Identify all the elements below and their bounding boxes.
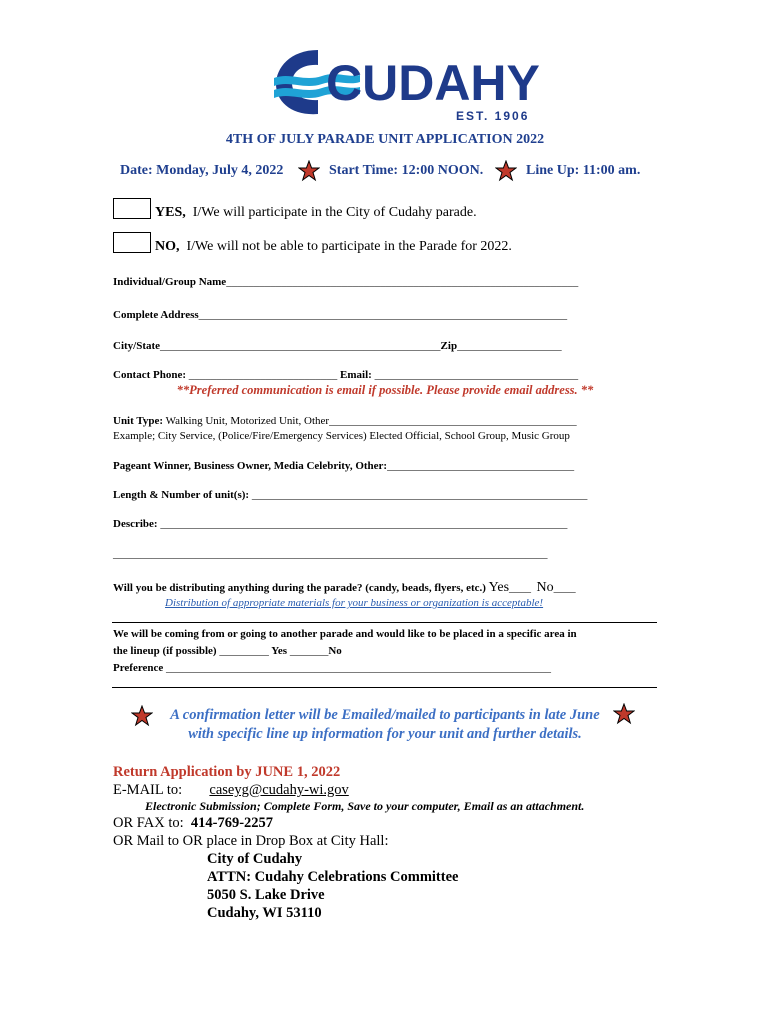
star-icon [613,703,635,725]
address-label: Complete Address [113,309,199,321]
yes-option [155,205,477,221]
logo-established: EST. 1906 [456,109,530,123]
group-name-field[interactable]: Individual/Group Name________________________________________________________________ [113,276,579,288]
section-divider [112,622,657,623]
describe-line-2[interactable]: _______________________________________________________________________________ [113,548,548,560]
no-checkbox[interactable] [113,232,151,253]
event-date: Date: Monday, July 4, 2022 [120,163,284,178]
event-start-time: Start Time: 12:00 NOON. [329,163,484,178]
length-field[interactable]: Length & Number of unit(s): _____________________________________________________________ [113,489,588,501]
preference-label: Preference [113,662,164,674]
page-title: 4TH OF JULY PARADE UNIT APPLICATION 2022 [225,132,545,147]
event-lineup-time: Line Up: 11:00 am. [526,163,641,178]
unit-type-example: Example; City Service, (Police/Fire/Emergency Services) Elected Official, School Group, Music Group [113,430,570,442]
fax-line [113,815,273,832]
unit-type-field[interactable]: Unit Type: Walking Unit, Motorized Unit, Other_____________________________________________ [113,415,577,427]
length-label: Length & Number of unit(s): [113,489,250,501]
fax-label: OR FAX to: [113,815,184,831]
no-option [155,239,512,255]
logo-wordmark: CUDAHY [326,55,540,111]
confirmation-line-1: A confirmation letter will be Emailed/mailed to participants in late June [170,707,600,723]
pageant-field[interactable]: Pageant Winner, Business Owner, Media Celebrity, Other:__________________________________ [113,460,575,472]
another-parade-line-2[interactable]: the lineup (if possible) _________ Yes _______No [113,645,342,657]
distribution-note: Distribution of appropriate materials for your business or organization is acceptable! [165,597,544,609]
phone-label: Contact Phone: [113,369,187,381]
preferred-communication-note: **Preferred communication is email if possible. Please provide email address. ** [176,383,594,397]
describe-label: Describe: [113,518,158,530]
distribution-yes-blank[interactable]: ____ [509,582,532,594]
cudahy-logo-graphic [270,38,560,128]
address-line-4: Cudahy, WI 53110 [207,905,322,921]
yes-label: YES, [155,205,186,220]
address-line-3: 5050 S. Lake Drive [207,887,325,903]
email-to-label: E-MAIL to: [113,782,183,798]
yes-text: I/We will participate in the City of Cudahy parade. [192,205,477,220]
distribution-yes-label: Yes [488,580,510,595]
describe-field[interactable]: Describe: __________________________________________________________________________ [113,518,568,530]
lineup-yes-label: Yes [271,645,288,657]
lineup-question: the lineup (if possible) [113,645,217,657]
mail-line: OR Mail to OR place in Drop Box at City Hall: [113,833,389,849]
section-divider [112,687,657,688]
email-line [113,782,349,799]
return-email-link[interactable]: caseyg@cudahy-wi.gov [209,782,349,798]
confirmation-line-2: with specific line up information for your unit and further details. [188,726,582,742]
distribution-question-text: Will you be distributing anything during the parade? (candy, beads, flyers, etc.) [113,582,486,594]
address-line-1: City of Cudahy [207,851,303,867]
star-icon [298,160,320,182]
city-state-label: City/State [113,340,161,352]
preference-field[interactable]: Preference ______________________________________________________________________ [113,662,552,674]
address-line-2: ATTN: Cudahy Celebrations Committee [207,869,459,885]
distribution-no-blank[interactable]: ____ [553,582,576,594]
pageant-label: Pageant Winner, Business Owner, Media Celebrity, Other: [113,460,388,472]
group-name-label: Individual/Group Name [113,276,227,288]
return-deadline: Return Application by JUNE 1, 2022 [113,764,341,780]
zip-label: Zip [440,340,458,352]
star-icon [495,160,517,182]
address-field[interactable]: Complete Address___________________________________________________________________ [113,309,568,321]
yes-checkbox[interactable] [113,198,151,219]
distribution-no-label: No [536,580,554,595]
city-state-field[interactable]: City/State___________________________________________________Zip___________________ [113,340,562,352]
distribution-question [113,580,576,596]
lineup-no-label: No [328,645,342,657]
unit-type-options: Walking Unit, Motorized Unit, Other [165,415,330,427]
contact-field[interactable]: Contact Phone: ___________________________ Email: _____________________________________ [113,369,579,381]
cudahy-logo [270,38,560,128]
another-parade-line-1: We will be coming from or going to another parade and would like to be placed in a specific area in [113,628,577,640]
no-text: I/We will not be able to participate in the Parade for 2022. [186,239,512,254]
unit-type-label: Unit Type: [113,415,164,427]
fax-number: 414-769-2257 [190,815,274,831]
email-label: Email: [340,369,372,381]
no-label: NO, [155,239,180,254]
electronic-submission-note: Electronic Submission; Complete Form, Save to your computer, Email as an attachment. [145,799,585,813]
